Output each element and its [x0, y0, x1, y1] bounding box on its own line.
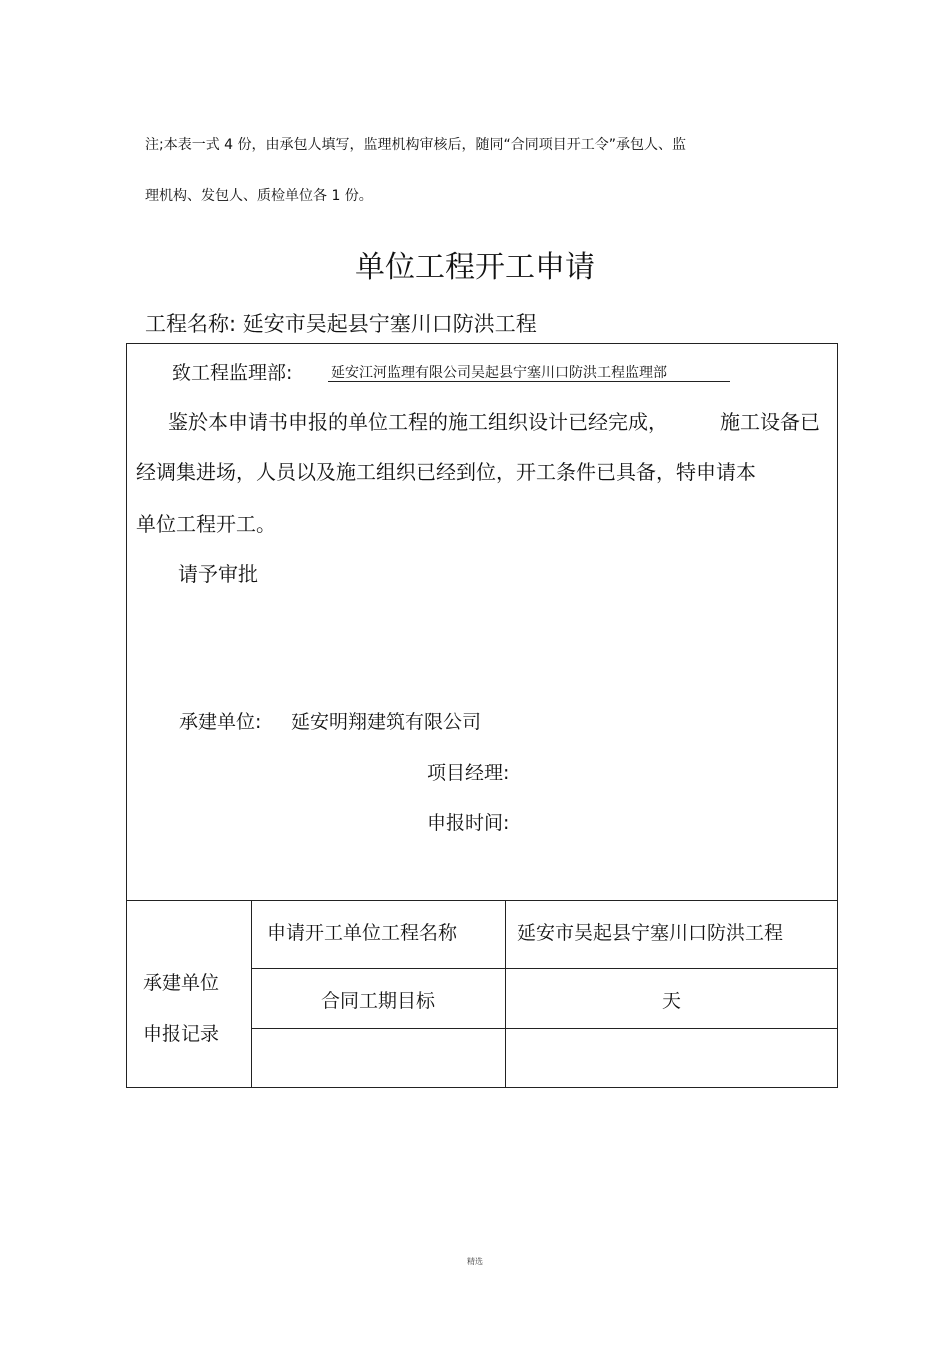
note-line-1: 注;本表一式 4 份，由承包人填写，监理机构审核后，随同“合同项目开工令”承包人、监	[145, 137, 687, 153]
recipient-label: 致工程监理部:	[172, 362, 293, 384]
project-manager-label: 项目经理:	[427, 762, 510, 784]
contractor-name: 延安明翔建筑有限公司	[291, 711, 482, 733]
submission-date-label: 申报时间:	[427, 812, 510, 834]
project-name-value: 延安市吴起县宁塞川口防洪工程	[242, 312, 537, 336]
record-row-divider-2	[251, 1028, 838, 1029]
footer-mark: 精选	[467, 1257, 483, 1266]
project-name-row	[145, 308, 537, 338]
document-title: 单位工程开工申请	[355, 250, 595, 285]
recipient-value: 延安江河监理有限公司吴起县宁塞川口防洪工程监理部	[331, 365, 667, 381]
body-line-1a: 鉴於本申请书申报的单位工程的施工组织设计已经完成，	[168, 410, 668, 434]
record-value-project-name: 延安市吴起县宁塞川口防洪工程	[517, 922, 784, 944]
record-side-label-1: 承建单位	[143, 972, 220, 994]
recipient-underline	[328, 381, 730, 382]
project-name-label: 工程名称:	[145, 312, 237, 336]
body-line-1b: 施工设备已	[720, 410, 820, 434]
body-line-2: 经调集进场，人员以及施工组织已经到位，开工条件已具备，特申请本	[136, 460, 756, 484]
record-label-project-name: 申请开工单位工程名称	[267, 922, 458, 944]
section-divider	[126, 900, 838, 901]
body-line-3: 单位工程开工。	[136, 512, 276, 536]
record-value-duration: 天	[661, 990, 681, 1012]
approval-request: 请予审批	[178, 562, 258, 586]
record-row-divider-1	[251, 968, 838, 969]
note-line-2: 理机构、发包人、质检单位各 1 份。	[145, 188, 373, 204]
contractor-label: 承建单位:	[179, 711, 262, 733]
record-side-label-2: 申报记录	[143, 1023, 220, 1045]
record-label-duration: 合同工期目标	[320, 990, 435, 1012]
